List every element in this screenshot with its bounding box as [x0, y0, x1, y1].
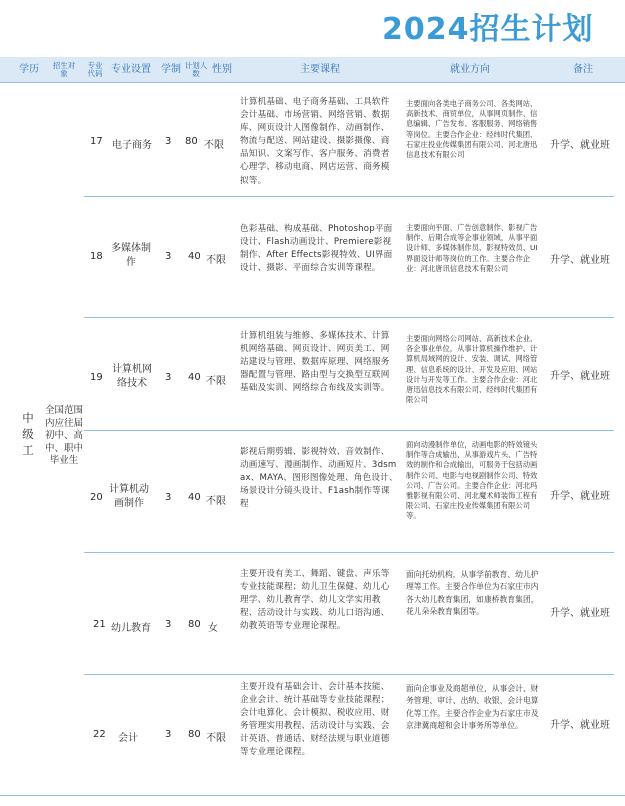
row-gender: 不限	[206, 733, 226, 744]
row-code: 22	[93, 729, 106, 740]
enrollment-target: 全国范围内应往届初中、高中、职中毕业生	[44, 405, 83, 466]
row-gender: 不限	[206, 376, 226, 387]
row-major: 会计	[118, 733, 138, 744]
row-plan: 80	[188, 729, 201, 740]
header-career: 就业方向	[450, 64, 490, 75]
page-title: 2024招生计划	[382, 12, 594, 47]
header-plan: 计划人数	[184, 60, 208, 78]
row-courses: 色彩基础、构成基础、Photoshop平面设计、Flash动画设计、Premiere影视制作、After Effects影视特效、UI界面设计、摄影、平面综合实训等课程。	[240, 224, 393, 274]
row-career: 主要面向网络公司网站、高新技术企业、各企事业单位，从事计算机操作维护、计算机局域网的设计、安装、调试、网络管理、信息系统的设计、开发及应用、网站设计与开发等工作。主要合作企业：河北唐迅信息技术有限公司、经纬时代集团有限公司	[406, 334, 538, 405]
row-divider	[84, 196, 614, 197]
row-duration: 3	[165, 729, 172, 740]
row-courses: 计算机基础、电子商务基础、工具软件会计基础、市场营销、网络营销、数据库、网页设计人图像制作、动画制作、物流与配送、网站建设、摄影摄像、商品知识、文案写作、客户服务、消费者心理学、移动电商、网店运营、商务模拟等。	[240, 97, 390, 186]
row-career: 面向托幼机构，从事学前教育、幼儿护理等工作。主要合作单位为石家庄市内各大幼儿教育集团，如康桥教育集团，花儿朵朵教育集团等。	[406, 570, 539, 617]
row-career: 主要面向各类电子商务公司、各类网站、高新技术、商贸单位，从事网页制作、信息编辑、广告发布、客服服务、网络销售等岗位。主要合作企业：经纬时代集团、石家庄投业传媒集团有限公司、河北唐迅信息技术有限公司	[406, 99, 538, 160]
row-courses: 主要开设有基础会计、会计基本技能、企业会计、统计基础等专业技能课程；会计电算化、会计模拟、税收应用、财务管理实用教程、活动设计与实践、会计英语、普通话、财经法规与职业道德等专业理论课程。	[240, 682, 390, 758]
row-remarks: 升学、就业班	[550, 608, 610, 619]
row-divider	[84, 317, 614, 318]
table-header	[0, 57, 625, 83]
row-remarks: 升学、就业班	[550, 255, 610, 266]
education-level: 中级工	[22, 411, 34, 457]
row-duration: 3	[165, 372, 172, 383]
row-gender: 不限	[204, 140, 224, 151]
row-gender: 不限	[206, 496, 226, 507]
row-plan: 40	[188, 372, 201, 383]
row-code: 18	[90, 251, 103, 262]
row-courses: 主要开设有美工、舞蹈、键盘、声乐等专业技能课程；幼儿卫生保健、幼儿心理学、幼儿教育学、幼儿文学实用教程、活动设计与实践、幼儿口语沟通、幼教英语等专业理论课程。	[240, 569, 390, 632]
header-courses: 主要课程	[300, 64, 340, 75]
row-gender: 女	[208, 623, 218, 634]
row-major: 计算机网络技术	[112, 364, 152, 389]
row-major: 计算机动画制作	[109, 484, 149, 509]
row-divider	[84, 674, 614, 675]
row-remarks: 升学、就业班	[550, 720, 610, 731]
row-major: 电子商务	[112, 140, 152, 151]
row-remarks: 升学、就业班	[550, 491, 610, 502]
row-career: 面向动漫制作单位，动画电影的特效镜头制作等合成输出，从事游戏片头、广告特效的制作和合成输出，可服务于包括动画制作公司、电影与电视剧制作公司、特效公司、广告公司。主要合作企业：河北玛雅影视有限公司、河北魔术师装饰工程有限公司、石家庄投业传媒集团有限公司等。	[406, 440, 538, 521]
row-code: 21	[93, 619, 106, 630]
header-level: 学历	[19, 64, 39, 75]
row-duration: 3	[165, 619, 172, 630]
row-divider	[84, 552, 614, 553]
row-gender: 不限	[206, 255, 226, 266]
row-code: 20	[90, 492, 103, 503]
row-courses: 计算机组装与维修、多媒体技术、计算机网络基础、网页设计、网页美工、网站建设与管理、数据库原理、网络服务器配置与管理、路由型与交换型互联网基础及实训、网络综合布线及实训等。	[240, 331, 390, 394]
row-plan: 40	[188, 251, 201, 262]
row-duration: 3	[165, 136, 172, 147]
row-career: 面向企事业及商超单位，从事会计、财务管理、审计、出纳、收银、会计电算化等工作。主要合作企业为石家庄市及京津冀商超和会计事务所等单位。	[406, 684, 539, 731]
header-gender: 性别	[212, 64, 232, 75]
row-code: 17	[90, 136, 103, 147]
row-divider	[84, 430, 614, 431]
table-bottom-border	[0, 795, 625, 796]
header-major: 专业设置	[111, 64, 151, 75]
row-major: 幼儿教育	[111, 623, 151, 634]
row-plan: 80	[185, 136, 198, 147]
row-code: 19	[90, 372, 103, 383]
header-duration: 学制	[161, 64, 181, 75]
row-courses: 影视后期剪辑、影视特效、音效制作、动画速写、漫画制作、动画短片、3dsmax、MAYA、图形图像处理、角色设计、场景设计分镜头设计、F1ash制作等课程	[240, 447, 398, 510]
header-code: 专业代码	[87, 60, 103, 78]
row-remarks: 升学、就业班	[550, 371, 610, 382]
row-plan: 40	[188, 492, 201, 503]
row-major: 多媒体制作	[111, 243, 151, 268]
row-remarks: 升学、就业班	[550, 140, 610, 151]
row-plan: 80	[188, 619, 201, 630]
header-target: 招生对象	[52, 60, 76, 78]
row-duration: 3	[165, 492, 172, 503]
row-career: 主要面向平面、广告创意制作、影视广告制作、后期合成等企事业领域，从事平面设计师、多媒体制作员、影视特效员、UI界面设计师等岗位的工作。主要合作企业：河北唐讯信息技术有限公司	[406, 223, 538, 273]
header-remarks: 备注	[573, 64, 593, 75]
row-duration: 3	[165, 251, 172, 262]
